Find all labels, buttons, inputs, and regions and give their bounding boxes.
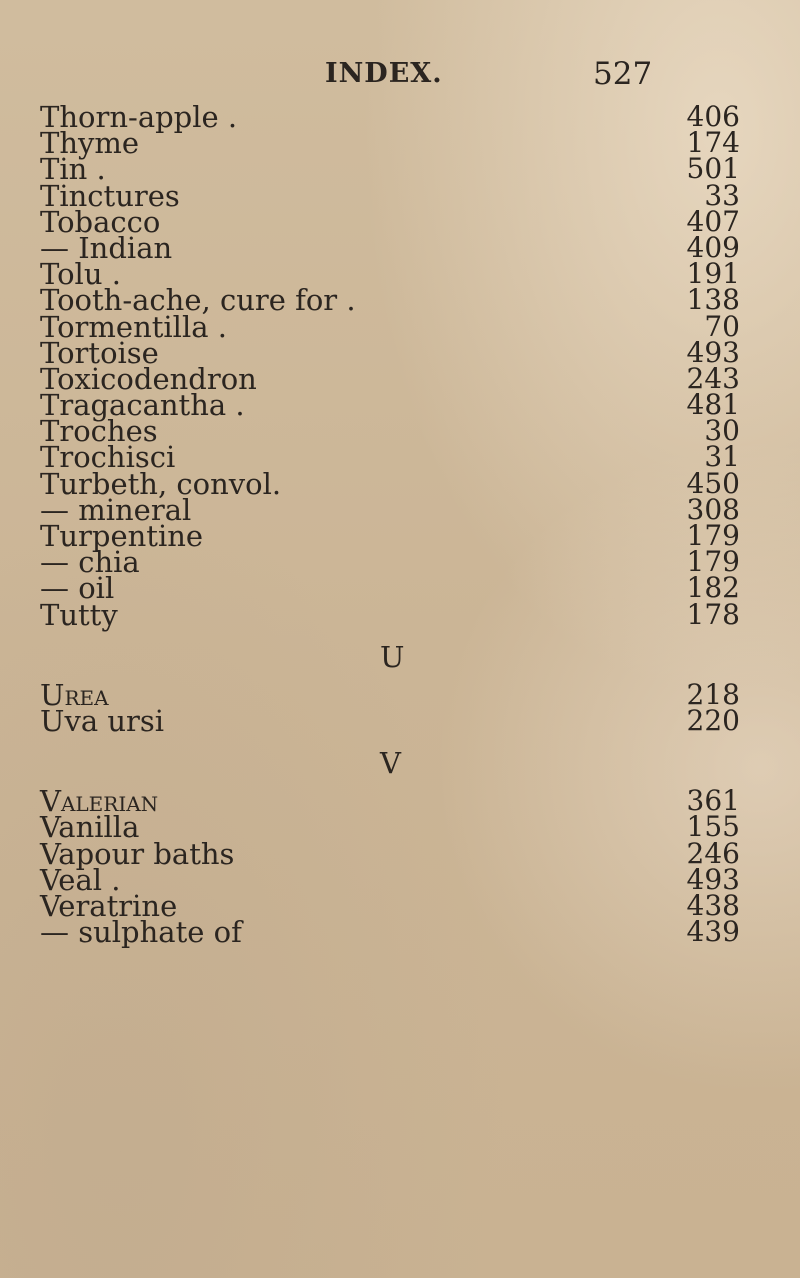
index-term: Urea — [40, 677, 109, 712]
index-term: Tooth-ache, cure for . — [40, 283, 356, 318]
index-term: Thorn-apple . — [40, 100, 238, 134]
index-term: Thyme — [40, 126, 140, 161]
index-term: Turpentine — [40, 519, 204, 553]
index-entry — [40, 571, 740, 606]
index-page: 182 — [686, 571, 740, 605]
index-list — [40, 100, 740, 950]
index-entry — [40, 703, 740, 738]
section-letter: V — [380, 746, 401, 781]
index-term: Troches — [40, 414, 158, 449]
index-page: 481 — [686, 388, 740, 422]
section-letter-u — [40, 628, 740, 682]
index-term: — sulphate of — [40, 915, 242, 950]
index-term: Uva ursi — [40, 703, 165, 738]
index-term: Tormentilla . — [40, 309, 227, 344]
index-term: Toxicodendron — [40, 361, 257, 396]
index-page: 308 — [686, 492, 740, 526]
index-term: Vanilla — [40, 810, 140, 845]
index-term: — chia — [40, 545, 140, 580]
index-term: Tutty — [40, 597, 118, 632]
index-term: Tobacco — [40, 204, 161, 239]
index-term: Turbeth, convol. — [40, 466, 282, 501]
index-page: 493 — [686, 862, 740, 896]
index-page: 501 — [686, 152, 740, 186]
index-term: Tinctures — [40, 178, 180, 213]
section-letter-v — [40, 734, 740, 788]
index-page: 179 — [686, 519, 740, 552]
index-page: 406 — [686, 100, 740, 133]
index-entry — [40, 784, 740, 819]
index-page: 438 — [686, 888, 740, 922]
index-term: Tin . — [40, 152, 106, 187]
index-page: 220 — [686, 703, 740, 737]
index-term: Veal . — [40, 862, 121, 897]
section-letter: U — [380, 639, 405, 674]
index-page: 218 — [686, 677, 740, 711]
index-page: 33 — [704, 178, 740, 212]
index-page: 178 — [686, 597, 740, 631]
index-page: 243 — [686, 361, 740, 395]
index-term: Vapour baths — [40, 836, 235, 871]
index-entry — [40, 126, 740, 161]
index-page: 155 — [686, 810, 740, 844]
index-page: 191 — [686, 257, 740, 291]
index-term: Tragacantha . — [40, 388, 245, 423]
index-page: 439 — [686, 915, 740, 949]
index-page: 30 — [704, 414, 740, 448]
index-entry — [40, 519, 740, 553]
index-term: Tolu . — [40, 257, 121, 292]
index-entry — [40, 597, 740, 632]
index-entry — [40, 230, 740, 265]
index-page: 409 — [686, 230, 740, 264]
index-term: — Indian — [40, 230, 173, 265]
index-page: 361 — [686, 784, 740, 818]
index-term: Trochisci — [40, 440, 176, 475]
index-term: Veratrine — [40, 888, 178, 923]
index-page: 174 — [686, 126, 740, 160]
index-term: Tortoise — [40, 335, 159, 370]
index-term: Valerian — [40, 784, 159, 819]
index-entry — [40, 836, 740, 871]
index-page: 450 — [686, 466, 740, 500]
index-entry — [40, 915, 740, 950]
index-term: — mineral — [40, 492, 192, 527]
index-page: 31 — [704, 440, 740, 474]
page-number: 527 — [593, 56, 653, 92]
running-head: INDEX. — [325, 58, 443, 89]
index-page: 138 — [686, 283, 740, 317]
index-entry — [40, 100, 740, 134]
index-page: 493 — [686, 335, 740, 369]
index-entry — [40, 545, 740, 580]
index-page: 179 — [686, 545, 740, 579]
index-term: — oil — [40, 571, 115, 606]
index-page: 70 — [704, 309, 740, 343]
index-page: 407 — [686, 204, 740, 238]
index-page: 246 — [686, 836, 740, 870]
